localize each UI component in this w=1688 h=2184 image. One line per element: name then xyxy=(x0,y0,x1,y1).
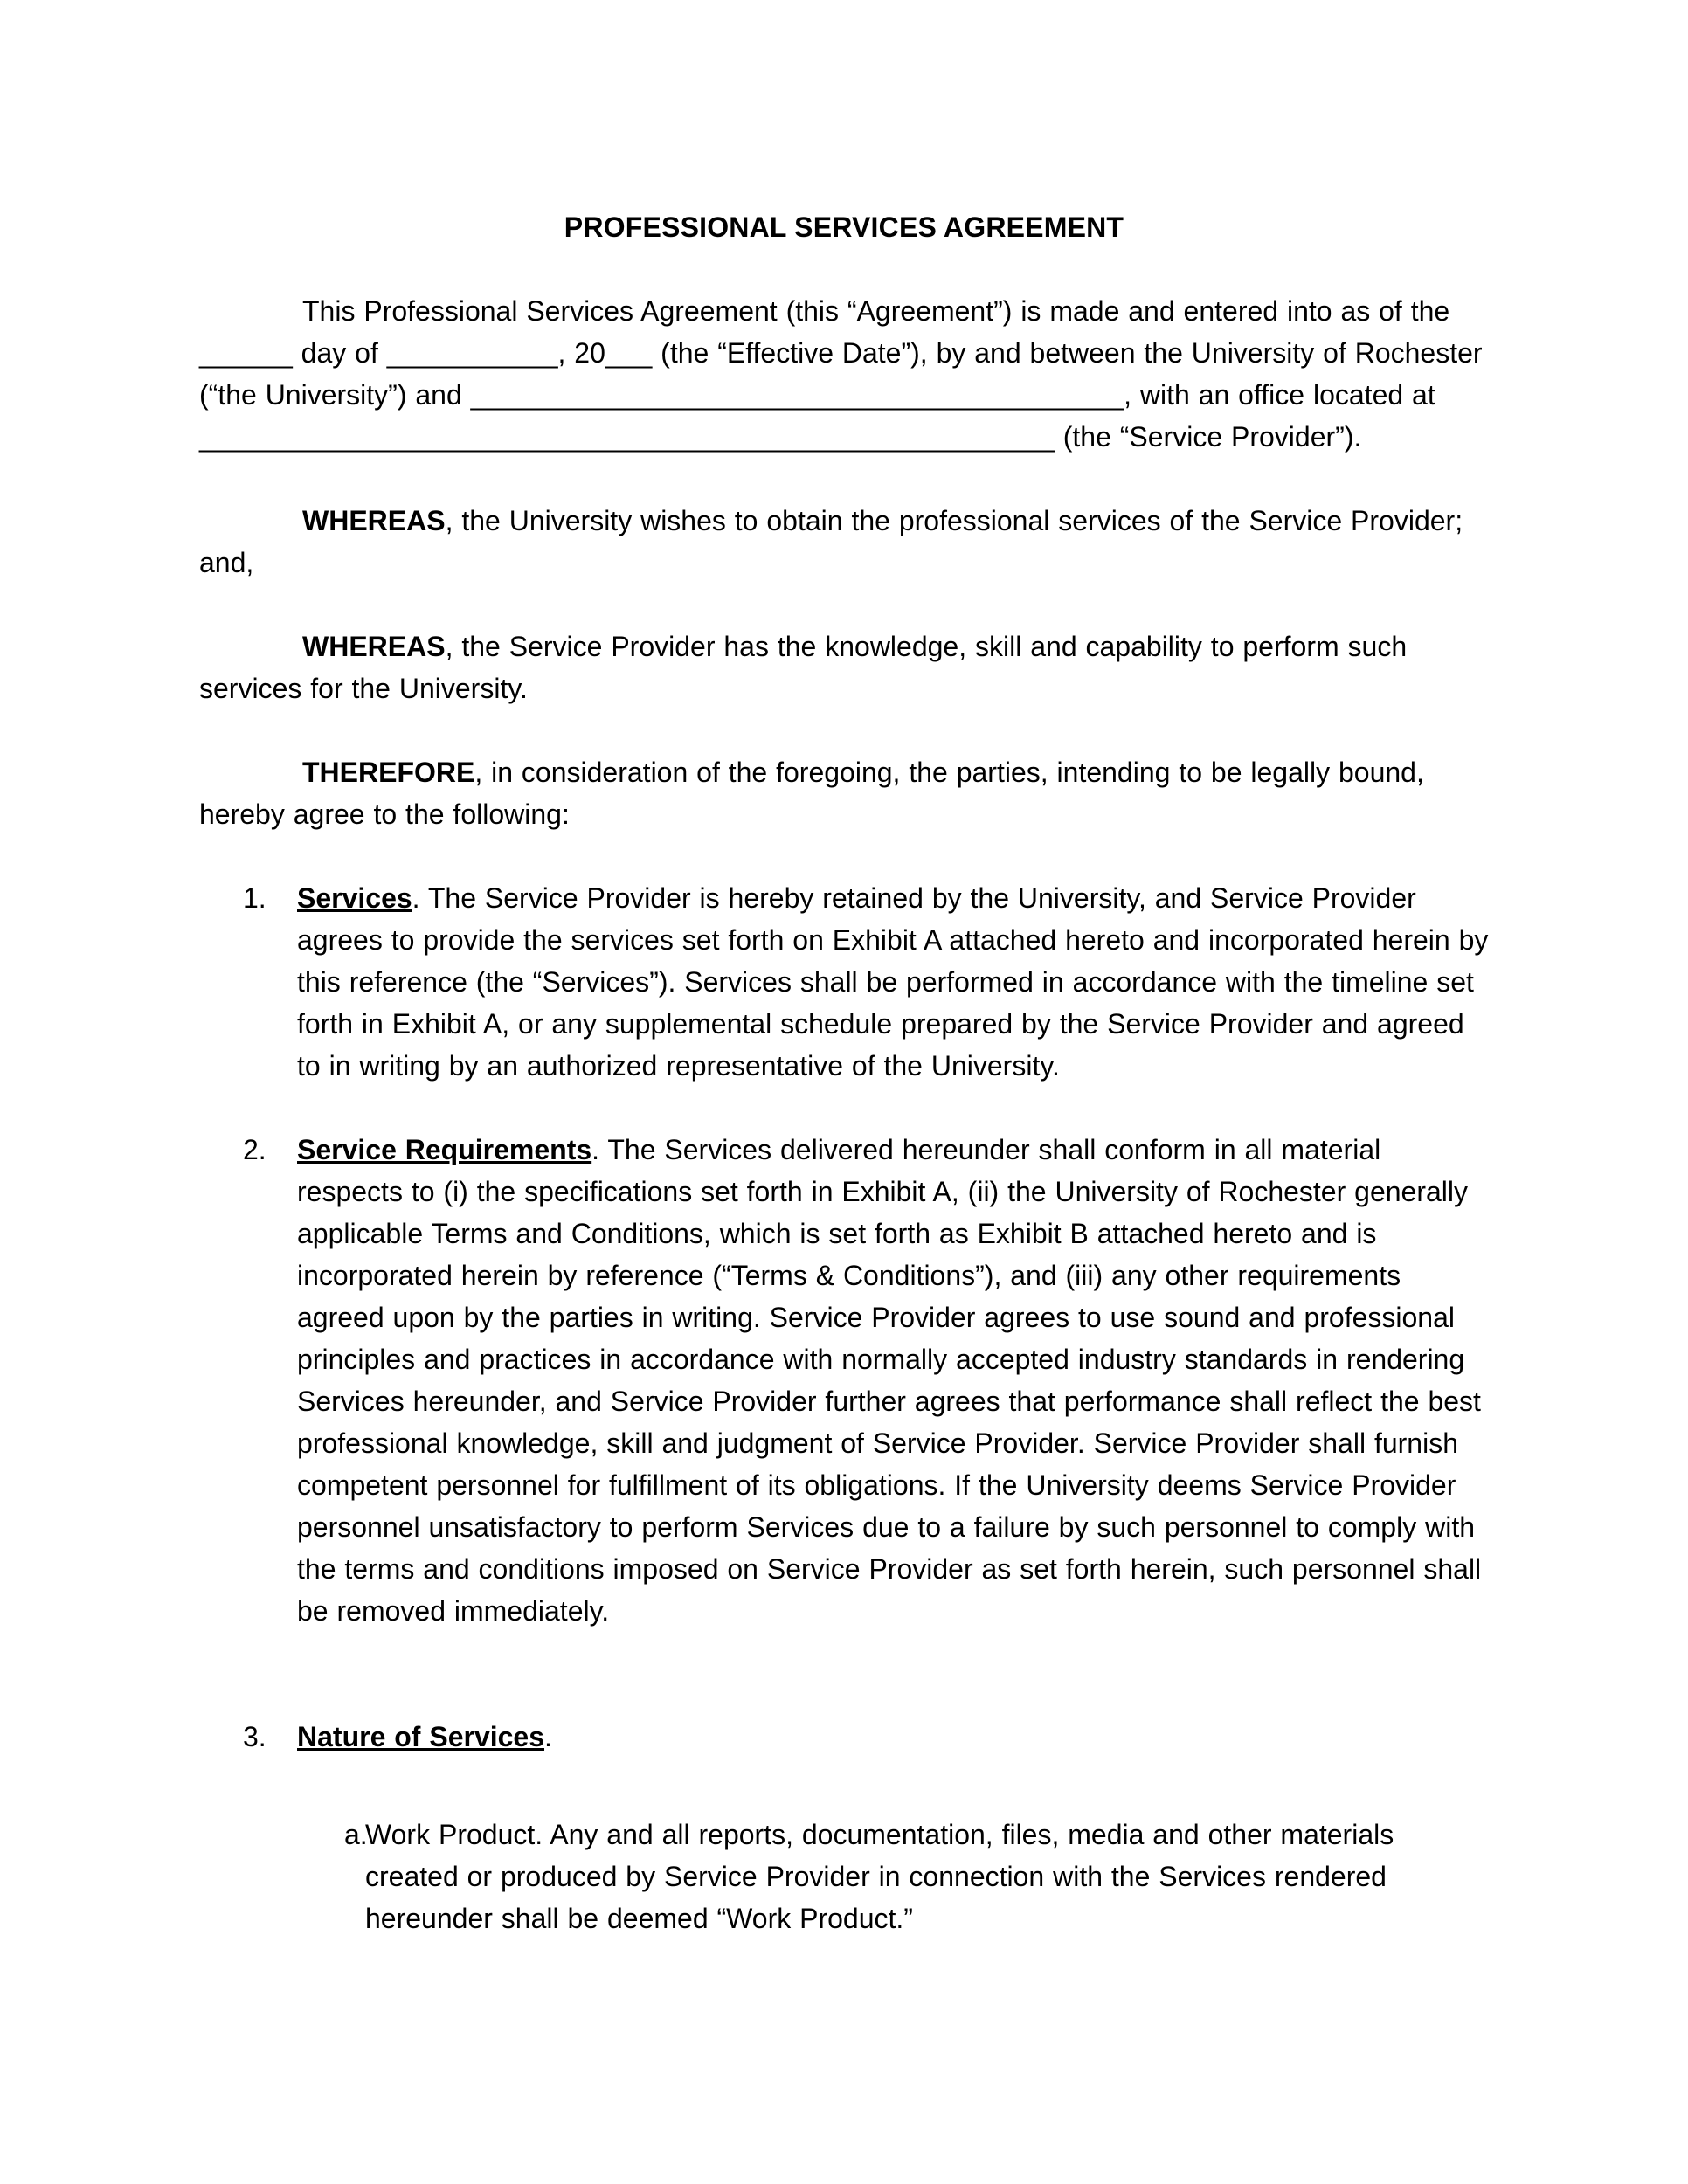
list-item-service-requirements-text: . The Services delivered hereunder shall conform in all material respects to (i) the specifications set forth in Exhibit A, (ii) the University of Rochester generally applicable Terms and Conditions, which is set forth as Exhibit B attached hereto and is incorporated herein by reference (“Terms & Conditions”), and (iii) any other requirements agreed upon by the parties in writing. Service Provider agrees to use sound and professional principles and practices in accordance with normally accepted industry standards in rendering Services hereunder, and Service Provider further agrees that performance shall reflect the best professional knowledge, skill and judgment of Service Provider. Service Provider shall furnish competent personnel for fulfillment of its obligations. If the University deems Service Provider personnel unsatisfactory to perform Services due to a failure by such personnel to comply with the terms and conditions imposed on Service Provider as set forth herein, such personnel shall be removed immediately. xyxy=(297,1134,1482,1627)
document-title: PROFESSIONAL SERVICES AGREEMENT xyxy=(564,211,1124,243)
whereas-1-lead: WHEREAS xyxy=(302,505,446,536)
therefore-clause xyxy=(199,751,1489,835)
list-item-services-body xyxy=(297,877,1489,1087)
list-item-nature-of-services-heading: Nature of Services xyxy=(297,1721,545,1752)
list-item-services-heading: Services xyxy=(297,882,412,914)
sub-item-work-product xyxy=(199,1814,1489,1939)
whereas-2-lead: WHEREAS xyxy=(302,631,446,662)
intro-paragraph-text: This Professional Services Agreement (this “Agreement”) is made and entered into as of the ______ day of ___________, 20___ (the “Effective Date”), by and between the University of Rochester (“the University”) and __________________________________________, with an office located at _______________________________________________________ (the “Service Provider”). xyxy=(199,295,1483,453)
list-item-service-requirements-heading: Service Requirements xyxy=(297,1134,592,1165)
whereas-2-text: , the Service Provider has the knowledge, skill and capability to perform such services for the University. xyxy=(199,631,1408,704)
sub-item-work-product-letter: a. xyxy=(344,1819,368,1850)
therefore-text: , in consideration of the foregoing, the parties, intending to be legally bound, hereby agree to the following: xyxy=(199,757,1424,830)
therefore-lead: THEREFORE xyxy=(302,757,475,788)
whereas-clause-2 xyxy=(199,625,1489,709)
list-item-service-requirements-body xyxy=(297,1129,1489,1632)
list-item-nature-of-services-number: 3. xyxy=(243,1721,266,1752)
whereas-1-text: , the University wishes to obtain the professional services of the Service Provider; and, xyxy=(199,505,1463,578)
list-item-services-number: 1. xyxy=(243,882,266,914)
whereas-clause-1 xyxy=(199,500,1489,584)
intro-paragraph xyxy=(199,290,1489,458)
sub-item-work-product-text: Work Product. Any and all reports, documentation, files, media and other materials created or produced by Service Provider in connection with the Services rendered hereunder shall be deemed “Work Product.” xyxy=(365,1819,1394,1934)
list-item-nature-of-services-body xyxy=(297,1716,1489,1758)
list-item-nature-of-services xyxy=(199,1716,1489,1758)
list-item-nature-of-services-text: . xyxy=(544,1721,552,1752)
list-item-service-requirements xyxy=(199,1129,1489,1632)
list-item-services-text: . The Service Provider is hereby retained by the University, and Service Provider agrees to provide the services set forth on Exhibit A attached hereto and incorporated herein by this reference (the “Services”). Services shall be performed in accordance with the timeline set forth in Exhibit A, or any supplemental schedule prepared by the Service Provider and agreed to in writing by an authorized representative of the University. xyxy=(297,882,1489,1082)
list-item-service-requirements-number: 2. xyxy=(243,1134,266,1165)
sub-item-work-product-body xyxy=(365,1814,1489,1939)
list-item-services xyxy=(199,877,1489,1087)
